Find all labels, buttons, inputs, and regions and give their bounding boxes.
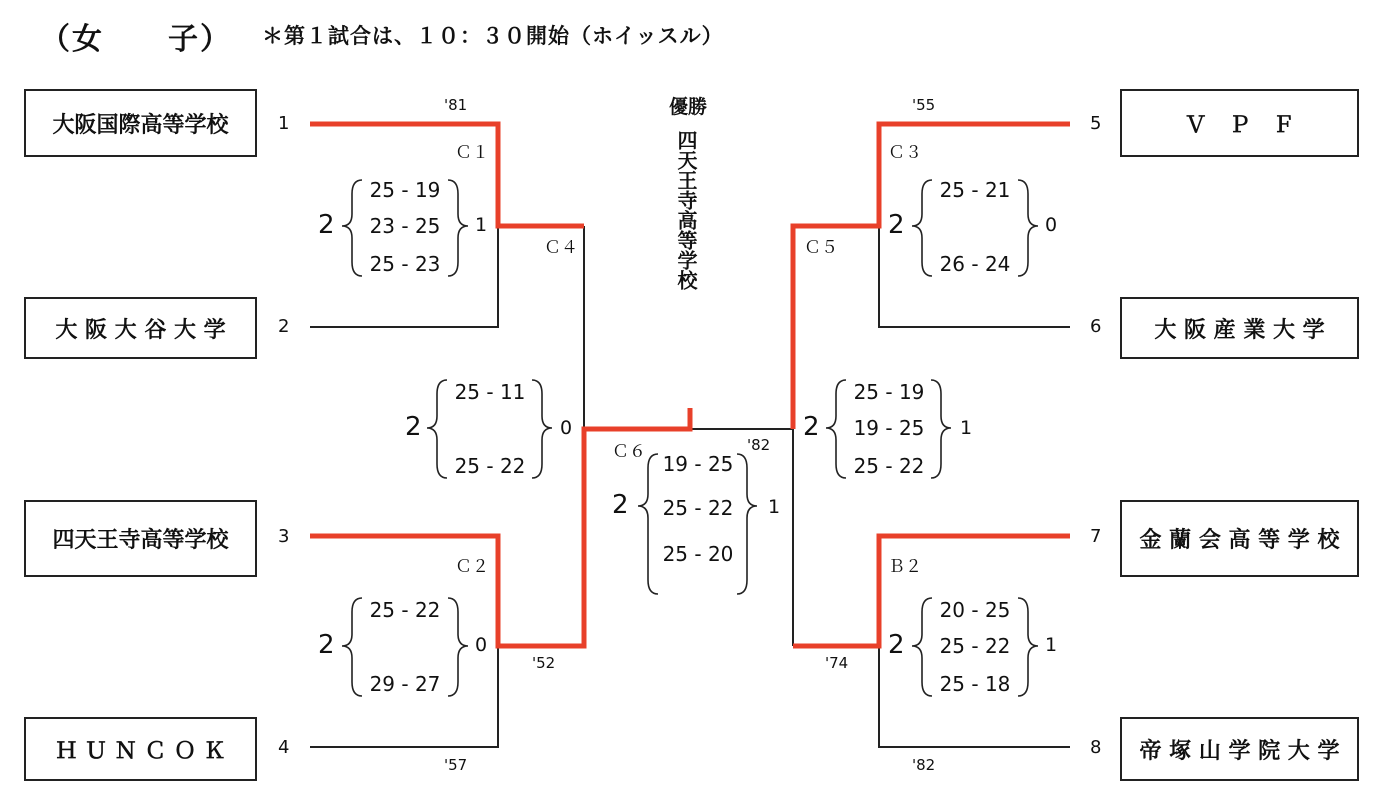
c4-court: Ｃ４ — [544, 238, 578, 258]
c6-score-2: 25 - 22 — [662, 496, 734, 520]
c1-time: '81 — [444, 96, 468, 114]
c3-score-1: 25 - 21 — [939, 178, 1011, 202]
team-box-5: Ｖ Ｐ Ｆ — [1120, 89, 1359, 157]
champion-label: 優勝 — [668, 96, 707, 118]
c4-time: '52 — [532, 654, 556, 672]
team-box-3: 四天王寺高等学校 — [24, 500, 257, 577]
c5-left-sets: 2 — [803, 412, 820, 442]
c6-left-sets: 2 — [612, 490, 629, 520]
c4-score-1: 25 - 11 — [454, 380, 526, 404]
champion-team: 四天王寺高等学校 — [674, 130, 698, 290]
c2-left-sets: 2 — [318, 630, 335, 660]
win-team1 — [310, 124, 584, 226]
line-team8 — [879, 646, 1070, 747]
team-box-7: 金 蘭 会 高 等 学 校 — [1120, 500, 1359, 577]
seed-8: 8 — [1090, 737, 1102, 758]
page-title: （女 子） — [40, 22, 232, 57]
b2-court: Ｂ２ — [888, 557, 922, 577]
c1-court: Ｃ１ — [455, 143, 489, 163]
c6-score-1: 19 - 25 — [662, 452, 734, 476]
c1-score-3: 25 - 23 — [369, 252, 441, 276]
b2-score-1: 20 - 25 — [939, 598, 1011, 622]
team-box-8: 帝 塚 山 学 院 大 学 — [1120, 717, 1359, 781]
team-box-2: 大 阪 大 谷 大 学 — [24, 297, 257, 359]
c3-time: '55 — [912, 96, 936, 114]
c6-time: '82 — [747, 436, 771, 454]
c5-score-1: 25 - 19 — [853, 380, 925, 404]
team-box-4: Ｈ Ｕ Ｎ Ｃ Ｏ Ｋ — [24, 717, 257, 781]
c2-time: '57 — [444, 756, 468, 774]
seed-5: 5 — [1090, 113, 1102, 134]
b2-score-3: 25 - 18 — [939, 672, 1011, 696]
c5-court: Ｃ５ — [804, 238, 838, 258]
c6-score-3: 25 - 20 — [662, 542, 734, 566]
seed-1: 1 — [278, 113, 290, 134]
c3-right-sets: 0 — [1045, 214, 1058, 236]
line-team6 — [879, 226, 1070, 327]
c4-score-2: 25 - 22 — [454, 454, 526, 478]
seed-4: 4 — [278, 737, 290, 758]
c2-court: Ｃ２ — [455, 557, 489, 577]
c5-score-2: 19 - 25 — [853, 416, 925, 440]
c6-right-sets: 1 — [768, 496, 781, 518]
c5-time: '74 — [825, 654, 849, 672]
seed-7: 7 — [1090, 526, 1102, 547]
c5-right-sets: 1 — [960, 417, 973, 439]
c3-score-2: 26 - 24 — [939, 252, 1011, 276]
b2-time: '82 — [912, 756, 936, 774]
b2-score-2: 25 - 22 — [939, 634, 1011, 658]
c2-score-1: 25 - 22 — [369, 598, 441, 622]
c5-score-3: 25 - 22 — [853, 454, 925, 478]
c3-court: Ｃ３ — [888, 143, 922, 163]
seed-3: 3 — [278, 526, 290, 547]
c4-right-sets: 0 — [560, 417, 573, 439]
c1-score-2: 23 - 25 — [369, 214, 441, 238]
team-box-1: 大阪国際高等学校 — [24, 89, 257, 157]
line-team4 — [310, 646, 498, 747]
seed-2: 2 — [278, 316, 290, 337]
start-time-note: ＊第１試合は、１０：３０開始（ホイッスル） — [262, 24, 724, 48]
c4-left-sets: 2 — [405, 412, 422, 442]
c1-left-sets: 2 — [318, 210, 335, 240]
b2-right-sets: 1 — [1045, 634, 1058, 656]
c6-court: Ｃ６ — [612, 442, 646, 462]
c2-right-sets: 0 — [475, 634, 488, 656]
c2-score-2: 29 - 27 — [369, 672, 441, 696]
b2-left-sets: 2 — [888, 630, 905, 660]
seed-6: 6 — [1090, 316, 1102, 337]
team-box-6: 大 阪 産 業 大 学 — [1120, 297, 1359, 359]
c1-score-1: 25 - 19 — [369, 178, 441, 202]
c1-right-sets: 1 — [475, 214, 488, 236]
line-team2 — [310, 226, 498, 327]
c3-left-sets: 2 — [888, 210, 905, 240]
